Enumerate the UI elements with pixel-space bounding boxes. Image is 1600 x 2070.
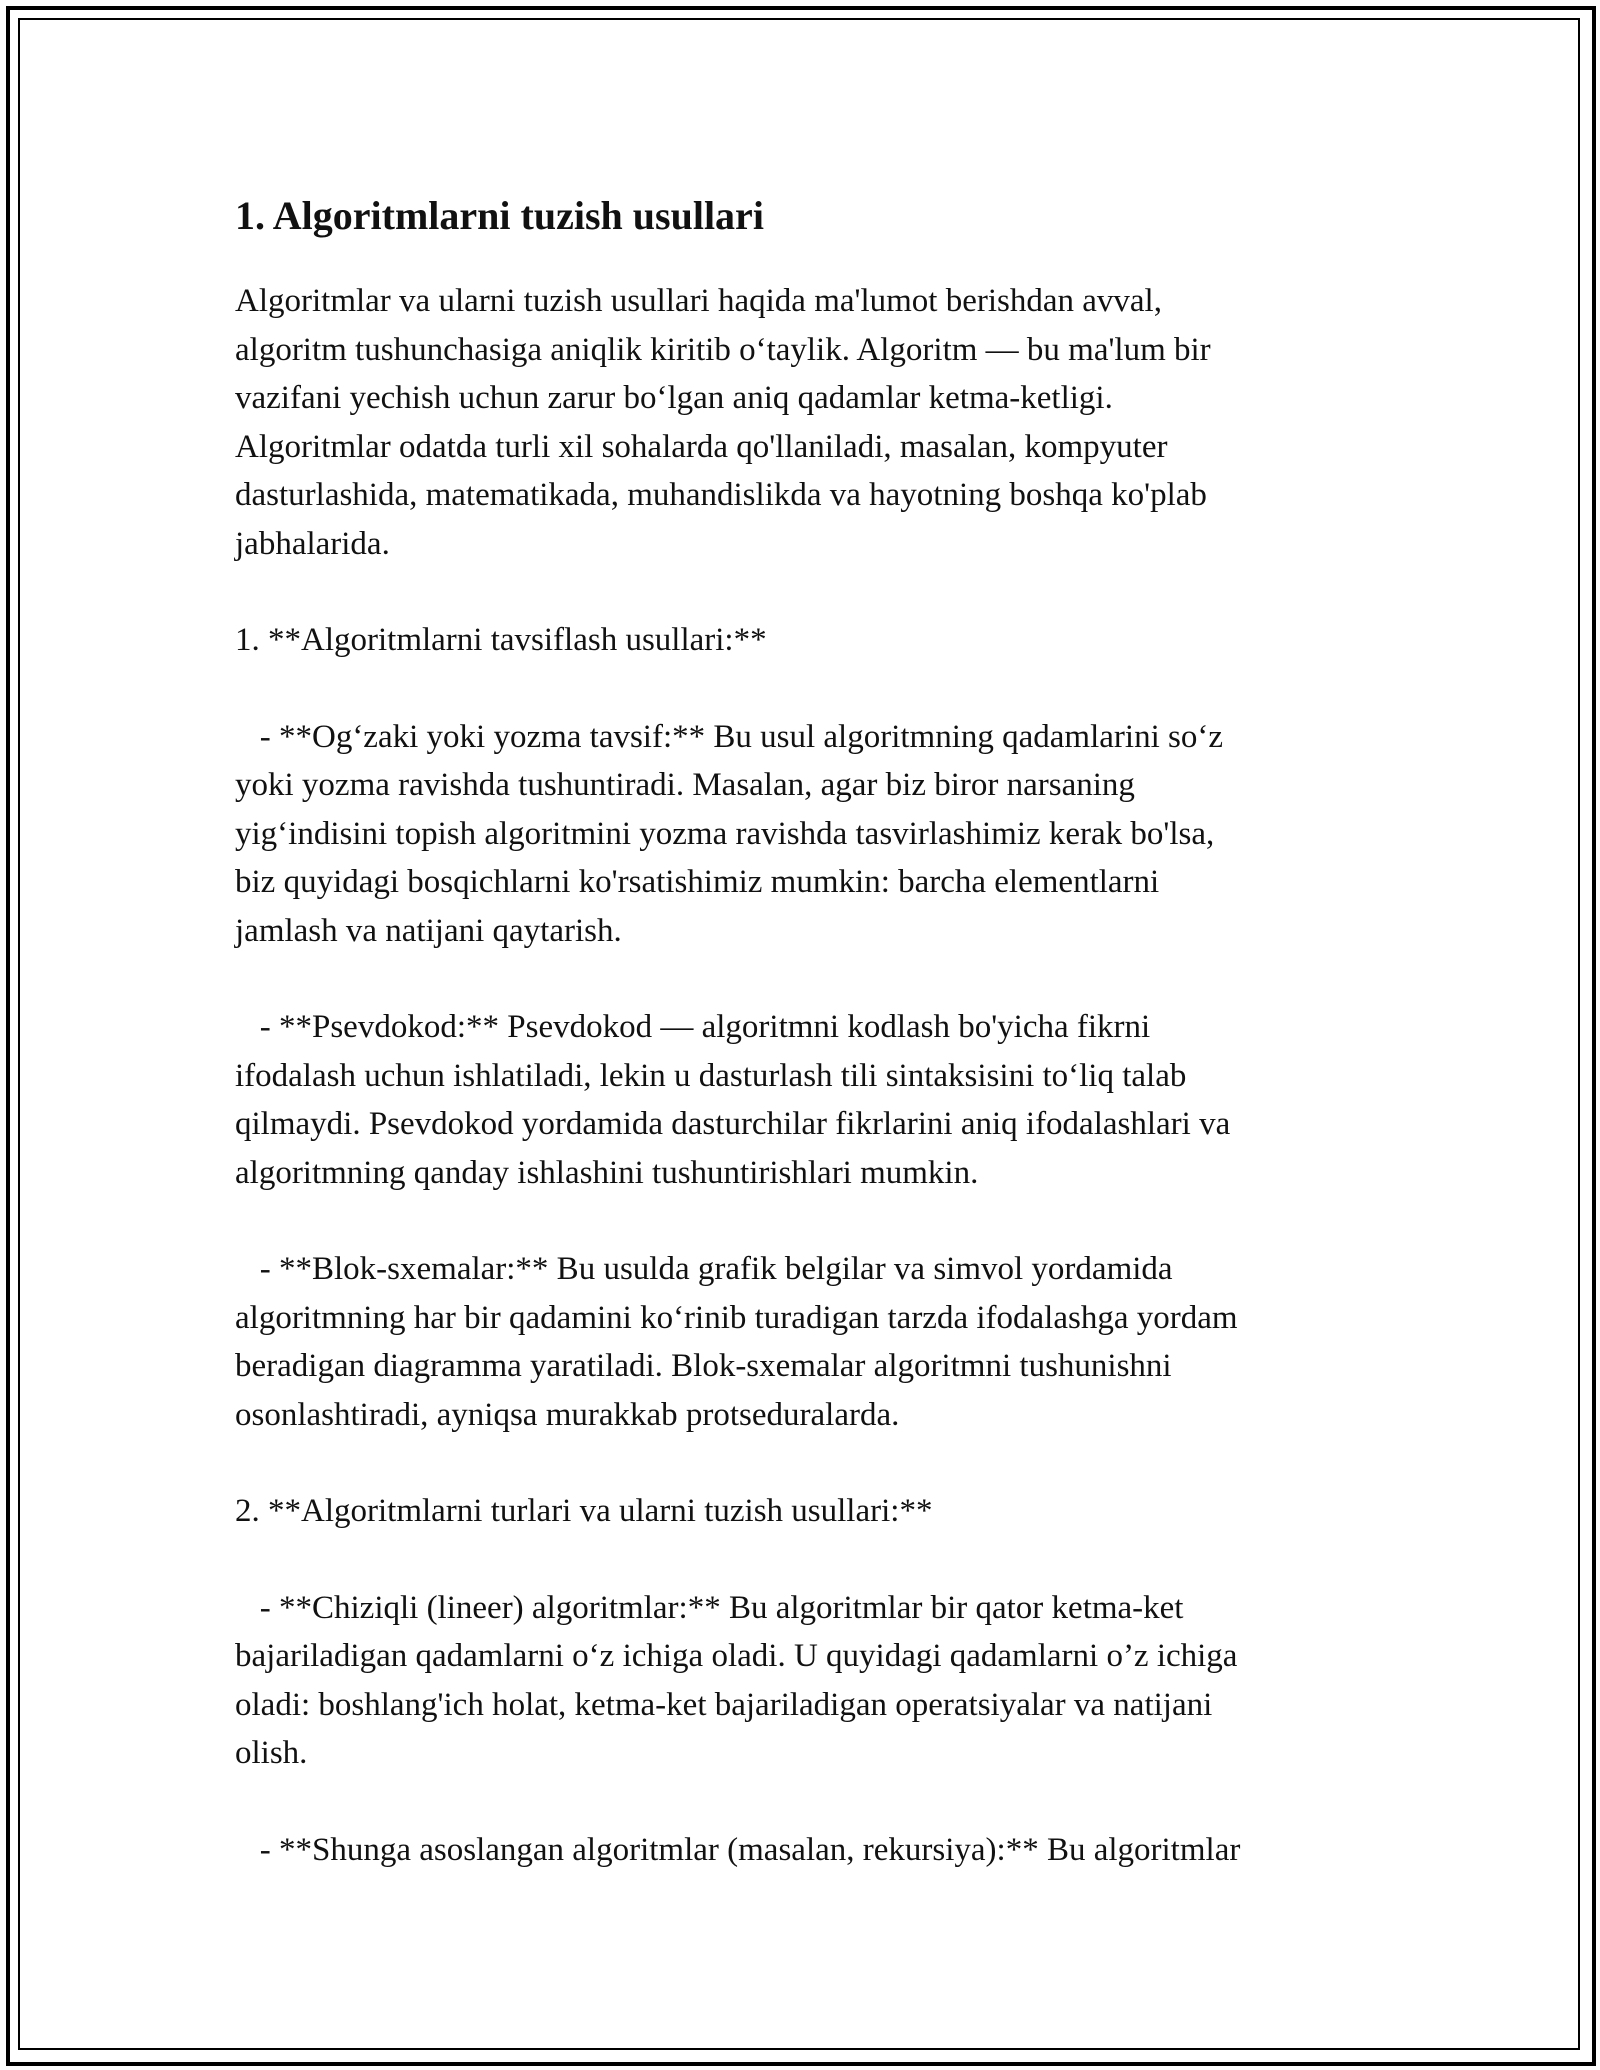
list-item-pseudocode: - **Psevdokod:** Psevdokod — algoritmni kodlash bo'yicha fikrni ifodalash uchun ishlatiladi, lekin u dasturlash tili sintaksisini to‘liq talab qilmaydi. Psevdokod yordamida dasturchilar fikrlarini aniq ifodalashlari va algoritmning qanday ishlashini tushuntirishlari mumkin. <box>235 1009 1231 1191</box>
list-item-verbal-description: - **Og‘zaki yoki yozma tavsif:** Bu usul algoritmning qadamlarini so‘z yoki yozma ravishda tushuntiradi. Masalan, agar biz biror narsaning yig‘indisini topish algoritmini yozma ravishda tasvirlashimiz kerak bo'lsa, biz quyidagi bosqichlarni ko'rsatishimiz mumkin: barcha elementlarni jamlash va natijani qaytarish. <box>235 718 1223 949</box>
document-title: 1. Algoritmlarni tuzish usullari <box>235 193 764 238</box>
section-1-heading: 1. **Algoritmlarni tavsiflash usullari:** <box>235 622 767 658</box>
paragraph-spacer <box>235 955 1365 1003</box>
list-item-linear-algorithms: - **Chiziqli (lineer) algoritmlar:** Bu algoritmlar bir qator ketma-ket bajariladigan qadamlarni o‘z ichiga oladi. U quyidagi qadamlarni o’z ichiga oladi: boshlang'ich holat, ketma-ket bajariladigan operatsiyalar va natijani olish. <box>235 1589 1238 1771</box>
intro-paragraph: Algoritmlar va ularni tuzish usullari haqida ma'lumot berishdan avval, algoritm tushunchasiga aniqlik kiritib o‘taylik. Algoritm — bu ma'lum bir vazifani yechish uchun zarur bo‘lgan aniq qadamlar ketma-ketligi. Algoritmlar odatda turli xil sohalarda qo'llaniladi, masalan, kompyuter dasturlashida, matematikada, muhandislikda va hayotning boshqa ko'plab jabhalarida. <box>235 283 1211 562</box>
paragraph-spacer <box>235 1197 1365 1245</box>
document-body <box>235 183 1365 1874</box>
paragraph-spacer <box>235 568 1365 616</box>
section-2-heading: 2. **Algoritmlarni turlari va ularni tuzish usullari:** <box>235 1493 933 1529</box>
list-item-flowcharts: - **Blok-sxemalar:** Bu usulda grafik belgilar va simvol yordamida algoritmning har bir qadamini ko‘rinib turadigan tarzda ifodalashga yordam beradigan diagramma yaratiladi. Blok-sxemalar algoritmni tushunishni osonlashtiradi, ayniqsa murakkab protseduralarda. <box>235 1251 1238 1433</box>
list-item-recursive-algorithms: - **Shunga asoslangan algoritmlar (masalan, rekursiya):** Bu algoritmlar <box>235 1831 1241 1868</box>
paragraph-spacer <box>235 1439 1365 1487</box>
paragraph-spacer <box>235 665 1365 713</box>
paragraph-spacer <box>235 1536 1365 1584</box>
paragraph-spacer <box>235 1778 1365 1826</box>
